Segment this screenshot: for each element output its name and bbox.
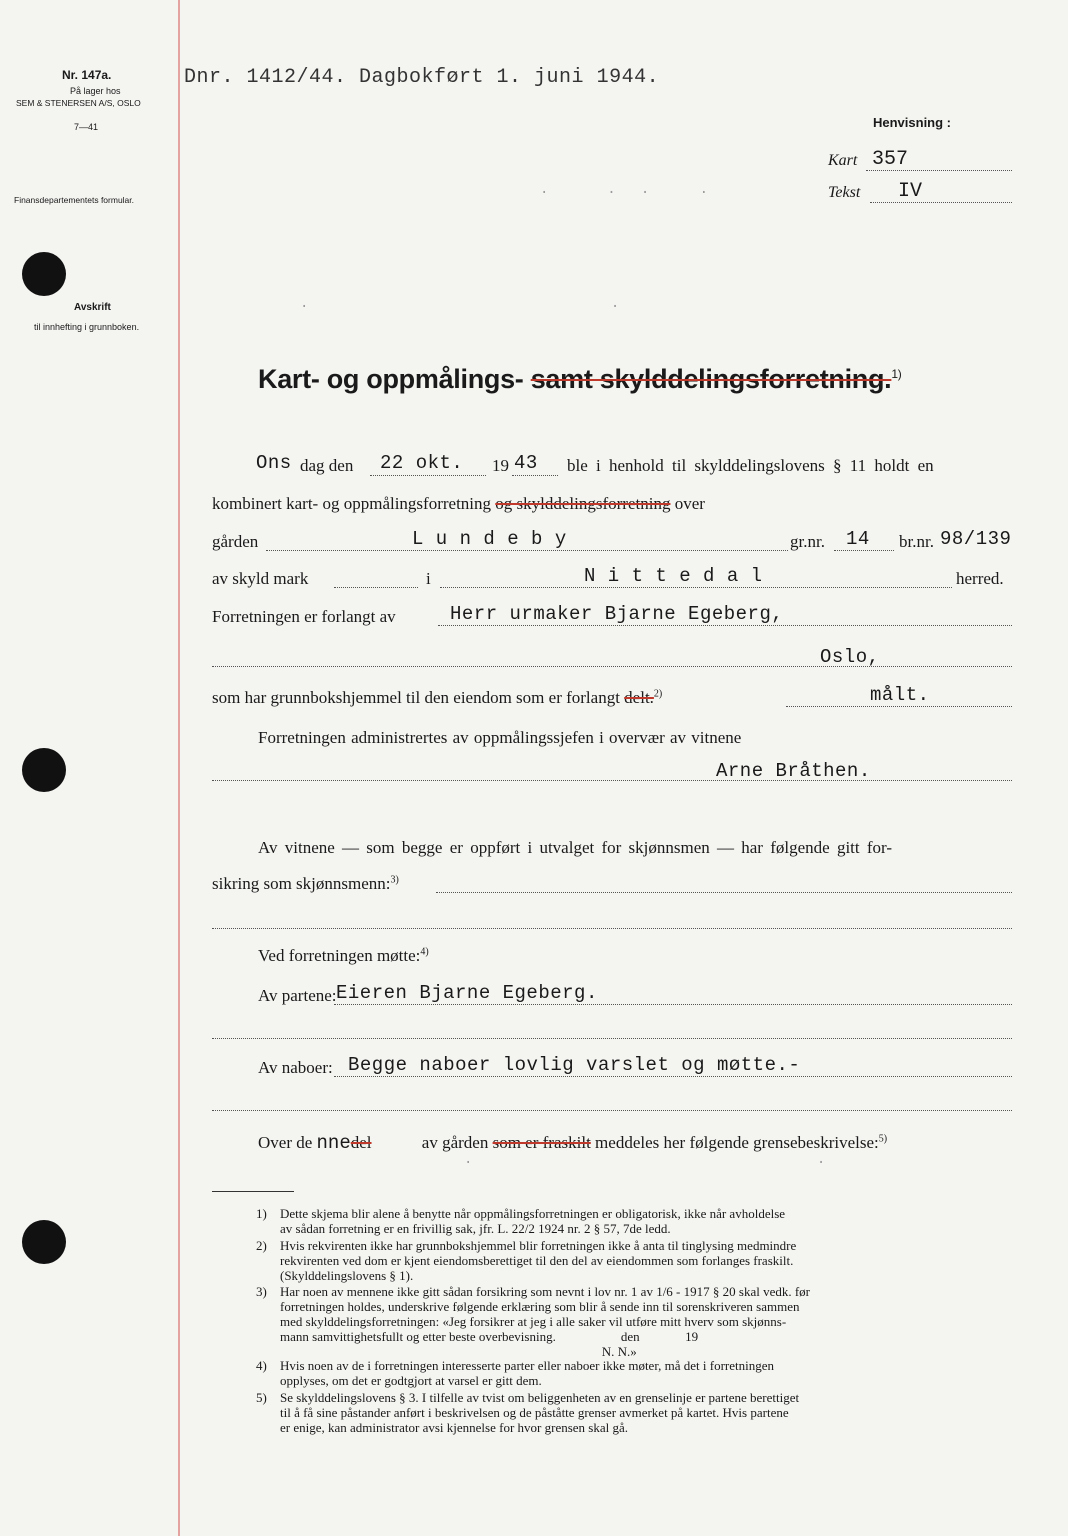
vitner-note: 3) [390, 874, 399, 886]
footnote-line: er enige, kan administrator avsi kjennelse for hvor grensen skal gå. [280, 1420, 628, 1435]
footnote-line: forretningen holdes, underskrive følgende erklæring som blir å sende inn til sorenskriveren sammen [280, 1299, 800, 1314]
dotline-partene [334, 1004, 1012, 1005]
skyld-label: av skyld mark [212, 569, 309, 588]
dotline-year [512, 475, 558, 476]
garden-value: L u n d e b y [412, 528, 567, 550]
i-label: i [426, 569, 431, 588]
over-struck1: del [350, 1133, 372, 1152]
footnote-line: Dette skjema blir alene å benytte når oppmålingsforretningen er obligatorisk, ikke når avholdelse [280, 1206, 786, 1221]
line1-rest: ble i henhold til skylddelingslovens § 11 holdt en [567, 456, 934, 475]
bleed-marks-1: . . . . [540, 182, 709, 198]
footnote-number: 3) [256, 1284, 267, 1299]
line2-struck: og skylddelingsforretning [495, 494, 671, 513]
hjemmel-value: målt. [870, 684, 930, 706]
tekst-label: Tekst [828, 184, 861, 201]
footnote-line: med skylddelingsforretningen: «Jeg forsikrer at jeg i alle saker vil utføre mitt hverv som skjønns- [280, 1314, 787, 1329]
line2-b: over [674, 494, 705, 513]
hjemmel-struck: delt. [624, 688, 654, 707]
mott-label: Ved forretningen møtte: [258, 946, 421, 965]
over-label: Over de [258, 1133, 313, 1152]
available-at: På lager hos [70, 86, 121, 96]
title-part1: Kart- og oppmålings- [258, 364, 524, 394]
copy-purpose: til innhefting i grunnboken. [34, 322, 140, 332]
edition: 7—41 [74, 122, 99, 132]
footnote-line: (Skylddelingslovens § 1). [280, 1268, 414, 1283]
footnote-line: rekvirenten ved dom er kjent eiendomsberettiget til den del av eiendommen som forlanges fraskilt. [280, 1253, 794, 1268]
footnote-number: 5) [256, 1390, 267, 1405]
vitner-line2 [212, 874, 399, 894]
admin-text: Forretningen administrertes av oppmålingssjefen i overvær av vitnene [258, 728, 742, 747]
brnr-label: br.nr. [899, 532, 934, 551]
publisher: SEM & STENERSEN A/S, OSLO [16, 98, 141, 108]
line2 [212, 494, 705, 514]
tekst-dotline [870, 202, 1012, 203]
kart-label: Kart [828, 152, 858, 169]
dotline-grnr [834, 550, 894, 551]
partene-label: Av partene: [258, 986, 337, 1005]
footnote-number: 1) [256, 1206, 267, 1221]
bleed-marks-3: . . [464, 1152, 826, 1168]
witness: Arne Bråthen. [716, 760, 871, 782]
over-garden: gården [442, 1133, 489, 1152]
over-rest: meddeles her følgende grensebeskrivelse: [595, 1133, 879, 1152]
dotline-naboer [334, 1076, 1012, 1077]
over-struck2: som er fraskilt [492, 1133, 591, 1152]
vitner-line2-text: sikring som skjønnsmenn: [212, 874, 391, 893]
dag-den: dag den [300, 456, 354, 475]
reference-label: Henvisning : [873, 115, 952, 130]
document-title [258, 364, 901, 395]
footnote-line: av sådan forretning er en frivillig sak, jfr. L. 22/2 1924 nr. 2 § 57, 7de ledd. [280, 1221, 671, 1236]
mott-line [258, 946, 429, 966]
garden-label: gården [212, 532, 259, 551]
dotline-vitner [436, 892, 1012, 893]
hjemmel-text: som har grunnbokshjemmel til den eiendom som er forlangt [212, 688, 620, 707]
vitner-line1: Av vitnene — som begge er oppført i utvalget for skjønnsmen — har følgende gitt for- [258, 838, 893, 857]
footnote-line: N. N.» [280, 1344, 637, 1359]
footnote-line: Se skylddelingslovens § 3. I tilfelle av tvist om beliggenheten av en grenselinje er partene berettiget [280, 1390, 800, 1405]
grnr-value: 14 [846, 528, 870, 550]
footnote-line: Hvis noen av de i forretningen interesserte parter eller naboer ikke møter, må det i forretningen [280, 1358, 775, 1373]
over-note: 5) [878, 1133, 888, 1145]
partene-value: Eieren Bjarne Egeberg. [336, 982, 598, 1004]
municipality: N i t t e d a l [584, 565, 763, 587]
punch-hole-top [22, 252, 66, 296]
naboer-label: Av naboer: [258, 1058, 333, 1077]
registry-line: Dnr. 1412/44. Dagbokført 1. juni 1944. [184, 66, 660, 89]
footnote-line: Har noen av mennene ikke gitt sådan forsikring som nevnt i lov nr. 1 av 1/6 - 1917 § 20 skal vedk. før [280, 1284, 811, 1299]
hjemmel-note: 2) [653, 688, 663, 700]
brnr-value: 98/139 [940, 528, 1012, 550]
footnote-line: Hvis rekvirenten ikke har grunnbokshjemmel blir forretningen ikke å anta til tinglysing medmindre [280, 1238, 797, 1253]
grnr-label: gr.nr. [790, 532, 825, 551]
over-line [258, 1132, 887, 1154]
year-prefix: 19 [492, 456, 509, 475]
footnote-number: 2) [256, 1238, 267, 1253]
footnote-line: mann samvittighetsfullt og etter beste overbevisning. den 19 [280, 1329, 699, 1344]
day-month: 22 okt. [380, 452, 464, 474]
tekst-value: IV [898, 180, 923, 203]
dotline-vitner-2 [212, 928, 1012, 929]
dotline-witness [212, 780, 1012, 781]
punch-hole-bottom [22, 1220, 66, 1264]
margin-rule [178, 0, 180, 1536]
dotline-requester [438, 625, 1012, 626]
dotline-date [370, 475, 486, 476]
dotline-skyld [334, 587, 418, 588]
requester-city: Oslo, [820, 646, 880, 668]
copy-label: Avskrift [74, 302, 111, 313]
weekday: Ons [256, 452, 292, 474]
dotline-garden [266, 550, 788, 551]
over-typed: nne [316, 1132, 351, 1154]
requester: Herr urmaker Bjarne Egeberg, [450, 603, 784, 625]
dotline-municipality [440, 587, 952, 588]
title-struck: samt skylddelingsforretning. [530, 364, 892, 394]
form-owner: Finansdepartementets formular. [14, 195, 135, 205]
over-av: av [421, 1133, 438, 1152]
title-note: 1) [891, 367, 902, 381]
dotline-hjemmel [786, 706, 1012, 707]
requested-label: Forretningen er forlangt av [212, 607, 396, 626]
mott-note: 4) [420, 946, 429, 958]
footnote-line: til å få sine påstander anført i beskrivelsen og de påståtte grenser avmerket på kartet. Hvis partene [280, 1405, 789, 1420]
form-number: Nr. 147a. [62, 68, 112, 82]
herred-label: herred. [956, 569, 1004, 588]
footnote-line: opplyses, om det er godtgjort at varsel er gitt dem. [280, 1373, 542, 1388]
dotline-requester-2 [212, 666, 1012, 667]
line2-a: kombinert kart- og oppmålingsforretning [212, 494, 492, 513]
footnote-separator [212, 1191, 294, 1192]
dotline-partene-2 [212, 1038, 1012, 1039]
hjemmel-line [212, 688, 662, 708]
dotline-naboer-2 [212, 1110, 1012, 1111]
kart-value: 357 [872, 148, 909, 171]
footnote-number: 4) [256, 1358, 267, 1373]
naboer-value: Begge naboer lovlig varslet og møtte.- [348, 1054, 801, 1076]
punch-hole-middle [22, 748, 66, 792]
bleed-marks-2: . . [300, 296, 620, 312]
year-suffix: 43 [514, 452, 538, 474]
